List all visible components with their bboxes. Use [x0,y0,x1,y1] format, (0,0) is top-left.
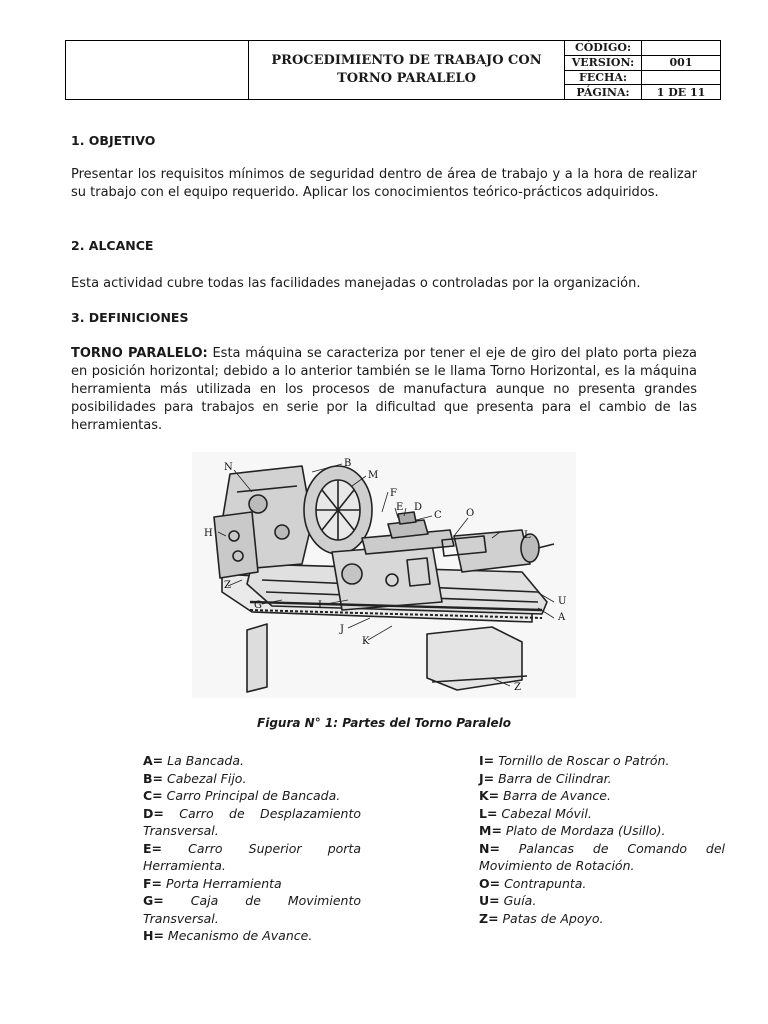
callout-letter: Z [514,682,521,693]
document-header [65,40,721,100]
legend-left-column [143,752,361,945]
meta-row-version [565,56,720,71]
meta-label: CÓDIGO: [565,41,642,55]
torno-paralelo-text: Esta máquina se caracteriza por tener el eje de giro del plato porta pieza en posición horizontal; debido a lo anterior también se le llama Torno Horizontal, es la máquina herramienta más utilizada en los procesos de manufactura aunque no presenta grandes posibilidades para trabajos en serie por la dificultad que presenta para el cambio de las herramientas. [71,346,698,433]
callout-letter: C [434,510,442,521]
callout-letter: A [558,612,566,623]
meta-value [642,41,720,55]
alcance-heading: 2. ALCANCE [71,238,154,253]
legend-item: Z= Patas de Apoyo. [479,910,604,926]
callout-letter: N [224,462,233,473]
callout-letter: U [558,596,567,607]
callout-letter: M [368,470,379,481]
legend-item: U= Guía. [479,893,537,908]
callout-letter: G [254,600,262,611]
callout-letter: E [396,502,404,513]
callout-letter: H [204,528,213,539]
legend-item: N= Palancas de Comando del Movimiento de Rotación. [479,840,725,873]
definiciones-heading: 3. DEFINICIONES [71,310,189,325]
meta-label: FECHA: [565,71,642,85]
alcance-paragraph: Esta actividad cubre todas las facilidades manejadas o controladas por la organización. [71,276,641,291]
legend-item: K= Barra de Avance. [479,788,611,803]
document-title: PROCEDIMIENTO DE TRABAJO CON TORNO PARALELO [249,41,565,99]
legend-item: B= Cabezal Fijo. [143,770,247,786]
legend-item: M= Plato de Mordaza (Usillo). [479,823,666,838]
legend-item: O= Contrapunta. [479,875,587,891]
legend-item: A= La Bancada. [143,753,244,768]
callout-letter: K [362,636,370,647]
legend-item: H= Mecanismo de Avance. [143,928,313,943]
legend-item: C= Carro Principal de Bancada. [143,788,341,803]
torno-paralelo-definition [71,345,697,435]
legend-item: F= Porta Herramienta [143,875,282,891]
meta-row-codigo [565,41,720,56]
callout-letter: L [524,530,531,541]
meta-row-fecha [565,71,720,86]
callout-letter: B [344,458,352,469]
meta-label: VERSION: [565,56,642,70]
meta-value: 001 [669,56,693,70]
meta-value [642,71,720,85]
document-meta [565,41,720,99]
lathe-figure [192,452,576,698]
legend-item: L= Cabezal Móvil. [479,805,592,821]
legend-item: D= Carro de Desplazamiento Transversal. [143,805,361,838]
legend-item: J= Barra de Cilindrar. [479,770,612,786]
figure-caption: Figura N° 1: Partes del Torno Paralelo [257,716,511,730]
meta-label: PÁGINA: [565,85,642,99]
meta-value: 1 DE 11 [656,85,706,99]
callout-letter: D [414,502,423,513]
callout-letter: I [318,600,322,611]
lathe-drawing [192,452,576,698]
callout-letter: O [466,508,475,519]
objetivo-paragraph: Presentar los requisitos mínimos de seguridad dentro de área de trabajo y a la hora de realizar su trabajo con el equipo requerido. Aplicar los conocimientos teórico-prácticos adquiridos. [71,167,697,200]
legend-right-column [479,752,725,927]
legend-item: E= Carro Superior porta Herramienta. [143,840,361,873]
legend-item: G= Caja de Movimiento Transversal. [143,893,361,926]
objetivo-heading: 1. OBJETIVO [71,133,156,148]
logo-cell [66,41,249,99]
torno-paralelo-term: TORNO PARALELO: [71,346,208,361]
callout-letter: Z [224,580,231,591]
callout-letter: J [340,624,345,635]
callout-letter: F [390,488,397,499]
legend-item: I= Tornillo de Roscar o Patrón. [479,753,670,768]
meta-row-pagina [565,85,720,99]
